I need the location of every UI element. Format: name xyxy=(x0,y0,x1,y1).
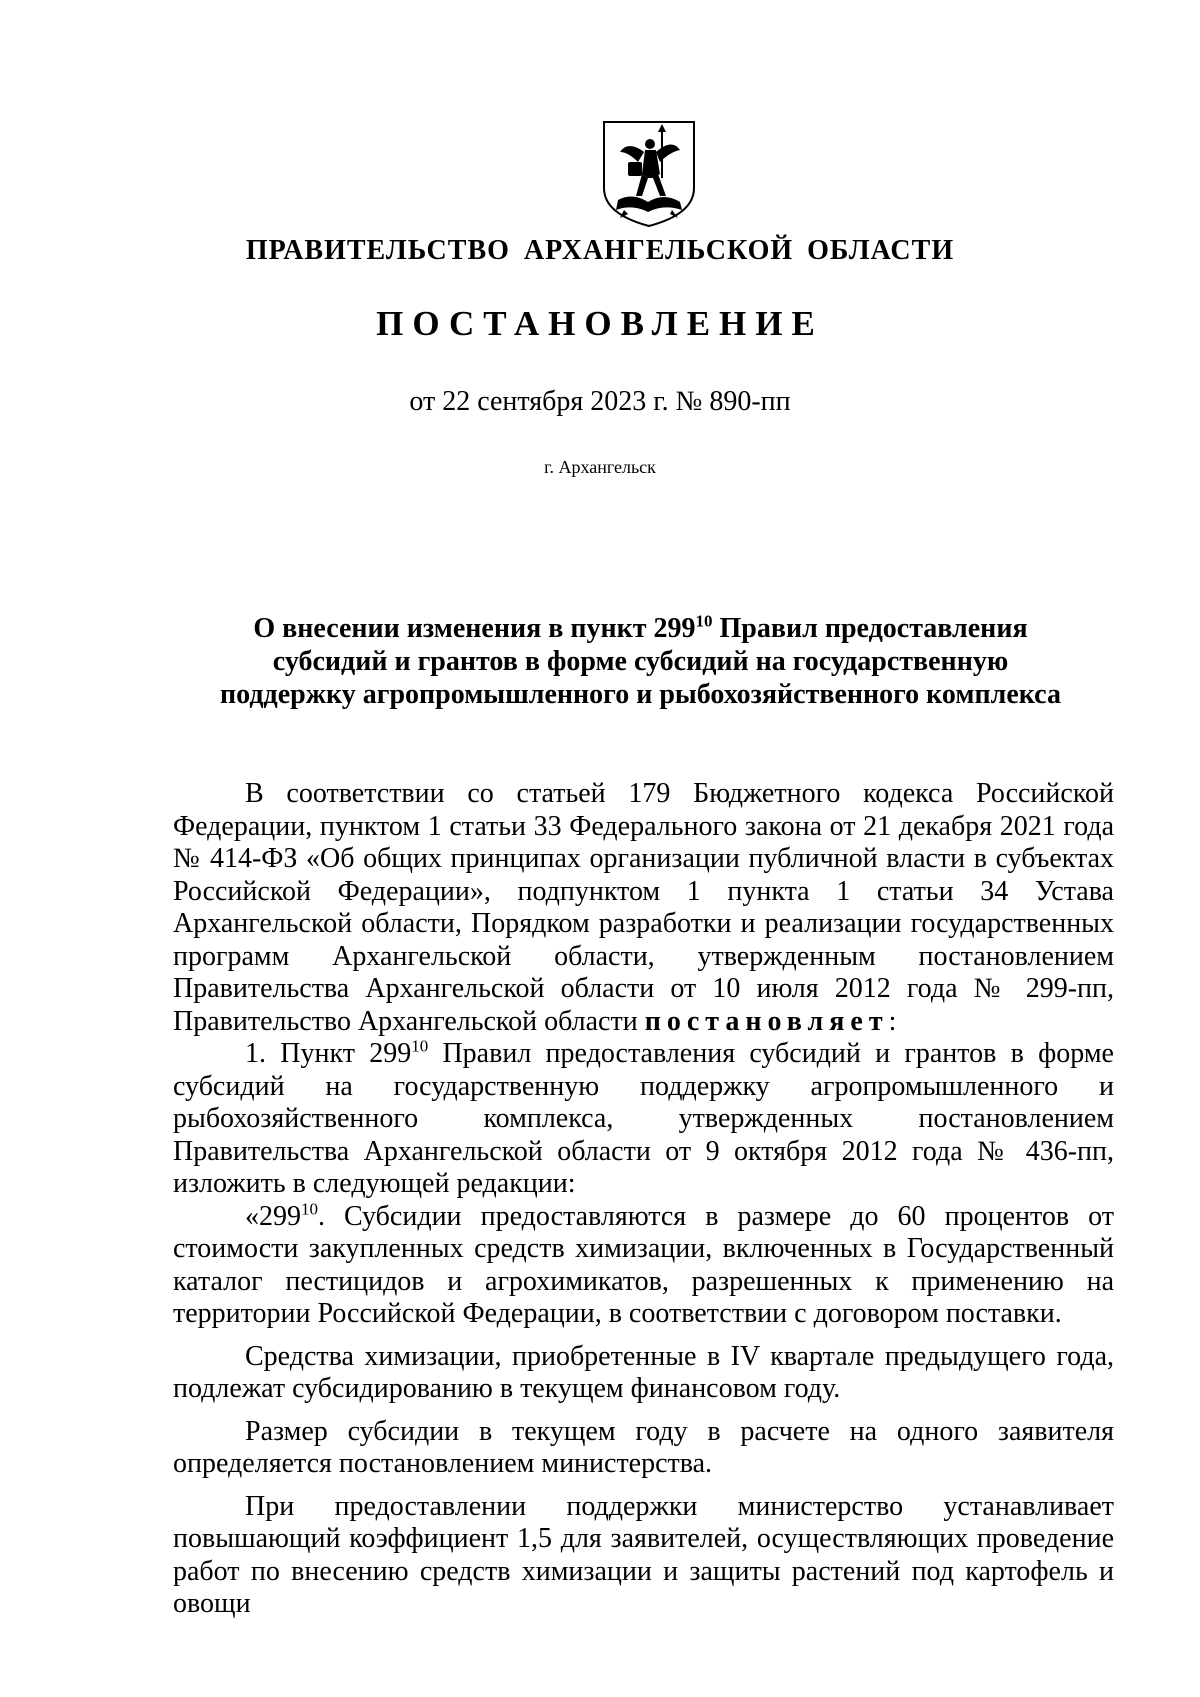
document-date-number: от 22 сентября 2023 г. № 890-пп xyxy=(409,386,791,417)
subject-line-1 xyxy=(170,612,1111,645)
quoted-rule-superscript: 10 xyxy=(301,1199,318,1219)
q4-paragraph: Средства химизации, приобретенные в IV квартале предыдущего года, подлежат субсидированию в текущем финансовом году. xyxy=(173,1340,1114,1404)
decree-colon: : xyxy=(888,1005,897,1037)
subject-line-1-superscript: 10 xyxy=(695,611,713,631)
quoted-rule-paragraph xyxy=(173,1201,1114,1331)
subject-line-1-start: О внесении изменения в пункт 299 xyxy=(253,613,696,644)
preamble-paragraph xyxy=(173,778,1114,1038)
item-1-superscript: 10 xyxy=(411,1036,429,1056)
item-1-start: 1. Пункт 299 xyxy=(245,1038,412,1069)
government-name: ПРАВИТЕЛЬСТВО АРХАНГЕЛЬСКОЙ ОБЛАСТИ xyxy=(245,235,955,266)
decree-word: постановляет xyxy=(644,1005,889,1037)
document-type: ПОСТАНОВЛЕНИЕ xyxy=(376,304,824,343)
subject-line-2: субсидий и грантов в форме субсидий на государственную xyxy=(272,646,1009,677)
item-1-paragraph xyxy=(173,1038,1114,1201)
subject-line-3: поддержку агропромышленного и рыбохозяйственного комплекса xyxy=(220,679,1061,710)
preamble-text: В соответствии со статьей 179 Бюджетного кодекса Российской Федерации, пунктом 1 статьи 33 Федерального закона от 21 декабря 2021 года № 414-ФЗ «Об общих принципах организации публичной власти в субъектах Российской Федерации», подпунктом 1 пункта 1 статьи 34 Устава Архангельской области, Порядком разработки и реализации государственных программ Архангельской области, утвержденным постановлением Правительства Архангельской области от 10 июля 2012 года № 299-пп, Правительство Архангельской области xyxy=(173,778,1114,1037)
subject-line-1-end: Правил предоставления xyxy=(712,613,1028,644)
item-1-end: Правил предоставления субсидий и грантов в форме субсидий на государственную поддержку агропромышленного и рыбохозяйственного комплекса, утвержденных постановлением Правительства Архангельской области от 9 октября 2012 года № 436-пп, изложить в следующей редакции: xyxy=(173,1038,1114,1199)
document-subject xyxy=(170,612,1111,711)
document-city: г. Архангельск xyxy=(544,457,656,477)
arkhangelsk-coat-of-arms-icon xyxy=(598,118,700,230)
subsidy-size-paragraph: Размер субсидии в текущем году в расчете на одного заявителя определяется постановлением министерства. xyxy=(173,1415,1114,1479)
quoted-rule-end: . Субсидии предоставляются в размере до 60 процентов от стоимости закупленных средств химизации, включенных в Государственный каталог пестицидов и агрохимикатов, разрешенных к применению на территории Российской Федерации, в соответствии с договором поставки. xyxy=(173,1200,1114,1329)
document-body xyxy=(173,778,1114,1621)
coefficient-paragraph: При предоставлении поддержки министерство устанавливает повышающий коэффициент 1,5 для заявителей, осуществляющих проведение работ по внесению средств химизации и защиты растений под картофель и овощи xyxy=(173,1490,1114,1619)
quoted-rule-start: «299 xyxy=(245,1200,301,1232)
